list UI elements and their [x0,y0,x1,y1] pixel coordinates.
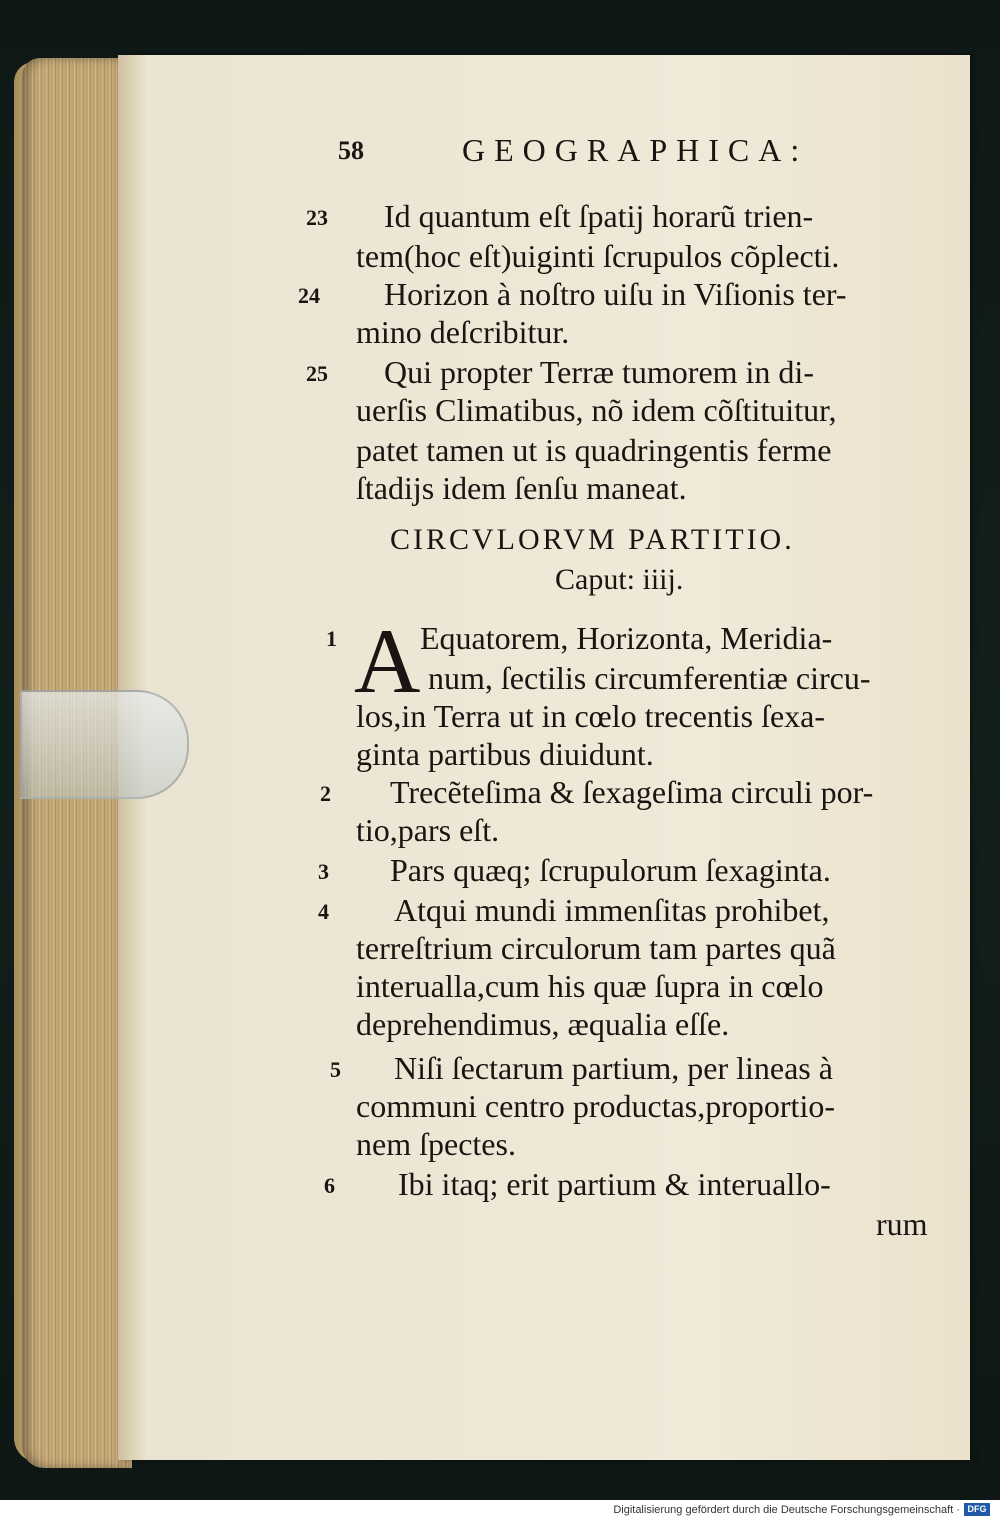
text-line: ginta partibus diuidunt. [356,736,654,772]
text-line: Qui propter Terræ tumorem in di- [384,354,814,390]
text-line: terreſtrium circulorum tam partes quã [356,930,836,966]
text-line: mino deſcribitur. [356,314,570,350]
text-line: interualla,cum his quæ ſupra in cœlo [356,968,824,1004]
margin-number: 2 [320,781,331,806]
dfg-logo: DFG [964,1503,990,1516]
margin-number: 5 [330,1057,341,1082]
text-line: los,in Terra ut in cœlo trecentis ſexa- [356,698,826,734]
margin-number: 3 [318,859,329,884]
margin-number: 23 [306,205,328,230]
drop-cap: A [354,610,421,712]
text-line: Ibi itaq; erit partium & interuallo- [398,1166,831,1202]
text-line: deprehendimus, æqualia eſſe. [356,1006,730,1042]
text-line: Trecẽteſima & ſexageſima circuli por- [390,774,874,810]
text-line: num, ſectilis circumferentiæ circu- [428,660,871,696]
text-line: uerſis Climatibus, nõ idem cõſtituitur, [356,392,837,428]
text-line: patet tamen ut is quadringentis ferme [356,432,832,468]
text-line: ſtadijs idem ſenſu maneat. [356,470,687,506]
text-line: Atqui mundi immenſitas prohibet, [394,892,830,928]
margin-number: 4 [318,899,329,924]
text-line: Niſi ſectarum partium, per lineas à [394,1050,833,1086]
margin-number: 24 [298,283,320,308]
text-line: communi centro productas,proportio- [356,1088,835,1124]
text-line: Id quantum eſt ſpatij horarũ trien- [384,198,814,234]
text-line: tem(hoc eſt)uiginti ſcrupulos cõplecti. [356,238,840,274]
page-number: 58 [338,136,364,165]
text-line: Horizon à noſtro uiſu in Viſionis ter- [384,276,847,312]
text-line: tio,pars eſt. [356,812,500,848]
text-line: Pars quæq; ſcrupulorum ſexaginta. [390,852,831,888]
margin-number: 1 [326,626,337,651]
text-line: nem ſpectes. [356,1126,516,1162]
catchword: rum [876,1206,928,1242]
chapter-subheading: Caput: iiij. [555,563,684,596]
text-line: Equatorem, Horizonta, Meridia- [420,620,833,656]
margin-number: 25 [306,361,328,386]
digitization-credit: Digitalisierung gefördert durch die Deutsche Forschungsgemeinschaft · [613,1504,960,1516]
page-clip [20,690,189,799]
running-title: GEOGRAPHICA: [462,132,809,168]
margin-number: 6 [324,1173,335,1198]
chapter-heading: CIRCVLORVM PARTITIO. [390,523,795,556]
